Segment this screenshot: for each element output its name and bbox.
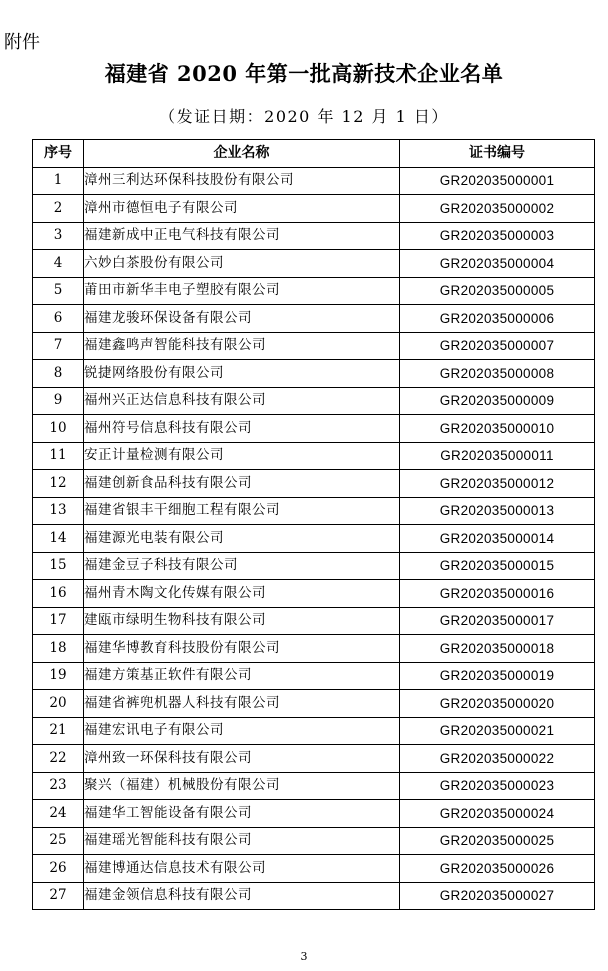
table-row (33, 580, 595, 608)
row-cert-number: GR202035000008 (400, 360, 595, 388)
row-seq: 17 (33, 607, 84, 635)
row-seq: 4 (33, 250, 84, 278)
row-seq: 22 (33, 745, 84, 773)
row-seq: 11 (33, 442, 84, 470)
row-seq: 1 (33, 167, 84, 195)
row-company-name: 福建新成中正电气科技有限公司 (84, 222, 400, 250)
table-row (33, 277, 595, 305)
row-seq: 21 (33, 717, 84, 745)
row-seq: 16 (33, 580, 84, 608)
row-company-name: 福州兴正达信息科技有限公司 (84, 387, 400, 415)
row-cert-number: GR202035000017 (400, 607, 595, 635)
row-seq: 20 (33, 690, 84, 718)
row-company-name: 福建创新食品科技有限公司 (84, 470, 400, 498)
row-cert-number: GR202035000015 (400, 552, 595, 580)
table-row (33, 305, 595, 333)
row-cert-number: GR202035000025 (400, 827, 595, 855)
page-number: 3 (300, 950, 308, 963)
row-seq: 12 (33, 470, 84, 498)
row-company-name: 建瓯市绿明生物科技有限公司 (84, 607, 400, 635)
row-cert-number: GR202035000024 (400, 800, 595, 828)
row-cert-number: GR202035000011 (400, 442, 595, 470)
row-cert-number: GR202035000016 (400, 580, 595, 608)
table-header-row (33, 140, 595, 168)
row-company-name: 福建金豆子科技有限公司 (84, 552, 400, 580)
table-row (33, 497, 595, 525)
table-row (33, 250, 595, 278)
row-cert-number: GR202035000001 (400, 167, 595, 195)
table-row (33, 800, 595, 828)
row-company-name: 福建省银丰干细胞工程有限公司 (84, 497, 400, 525)
row-seq: 27 (33, 882, 84, 910)
table-row (33, 552, 595, 580)
row-cert-number: GR202035000010 (400, 415, 595, 443)
row-company-name: 福建金领信息科技有限公司 (84, 882, 400, 910)
row-cert-number: GR202035000004 (400, 250, 595, 278)
table-row (33, 387, 595, 415)
row-cert-number: GR202035000003 (400, 222, 595, 250)
header-cert-number: 证书编号 (400, 140, 595, 168)
row-seq: 18 (33, 635, 84, 663)
row-company-name: 漳州市德恒电子有限公司 (84, 195, 400, 223)
row-company-name: 安正计量检测有限公司 (84, 442, 400, 470)
row-cert-number: GR202035000018 (400, 635, 595, 663)
row-company-name: 福建源光电装有限公司 (84, 525, 400, 553)
row-cert-number: GR202035000007 (400, 332, 595, 360)
table-row (33, 662, 595, 690)
row-company-name: 福建瑶光智能科技有限公司 (84, 827, 400, 855)
table-row (33, 717, 595, 745)
row-company-name: 漳州三利达环保科技股份有限公司 (84, 167, 400, 195)
table-row (33, 827, 595, 855)
row-cert-number: GR202035000026 (400, 855, 595, 883)
row-cert-number: GR202035000023 (400, 772, 595, 800)
row-cert-number: GR202035000002 (400, 195, 595, 223)
attachment-label: 附件 (4, 32, 40, 53)
row-cert-number: GR202035000005 (400, 277, 595, 305)
table-row (33, 772, 595, 800)
table-row (33, 360, 595, 388)
row-company-name: 福建博通达信息技术有限公司 (84, 855, 400, 883)
row-company-name: 漳州致一环保科技有限公司 (84, 745, 400, 773)
header-seq: 序号 (33, 140, 84, 168)
table-row (33, 332, 595, 360)
row-seq: 7 (33, 332, 84, 360)
row-company-name: 福建华博教育科技股份有限公司 (84, 635, 400, 663)
table-row (33, 855, 595, 883)
row-seq: 6 (33, 305, 84, 333)
table-row (33, 635, 595, 663)
table-row (33, 607, 595, 635)
row-seq: 9 (33, 387, 84, 415)
row-company-name: 福建鑫鸣声智能科技有限公司 (84, 332, 400, 360)
row-seq: 5 (33, 277, 84, 305)
row-company-name: 福建华工智能设备有限公司 (84, 800, 400, 828)
row-company-name: 莆田市新华丰电子塑胶有限公司 (84, 277, 400, 305)
row-cert-number: GR202035000012 (400, 470, 595, 498)
table-row (33, 690, 595, 718)
header-company-name: 企业名称 (84, 140, 400, 168)
row-seq: 15 (33, 552, 84, 580)
table-row (33, 167, 595, 195)
table-row (33, 222, 595, 250)
row-company-name: 六妙白茶股份有限公司 (84, 250, 400, 278)
row-company-name: 福州青木陶文化传媒有限公司 (84, 580, 400, 608)
row-cert-number: GR202035000021 (400, 717, 595, 745)
table-row (33, 442, 595, 470)
row-seq: 23 (33, 772, 84, 800)
table-row (33, 525, 595, 553)
row-seq: 24 (33, 800, 84, 828)
row-company-name: 福建宏讯电子有限公司 (84, 717, 400, 745)
row-seq: 10 (33, 415, 84, 443)
row-seq: 13 (33, 497, 84, 525)
row-cert-number: GR202035000027 (400, 882, 595, 910)
row-cert-number: GR202035000022 (400, 745, 595, 773)
row-seq: 8 (33, 360, 84, 388)
row-company-name: 福建龙骏环保设备有限公司 (84, 305, 400, 333)
row-company-name: 福州符号信息科技有限公司 (84, 415, 400, 443)
row-company-name: 聚兴（福建）机械股份有限公司 (84, 772, 400, 800)
row-company-name: 锐捷网络股份有限公司 (84, 360, 400, 388)
row-cert-number: GR202035000009 (400, 387, 595, 415)
row-cert-number: GR202035000013 (400, 497, 595, 525)
page-title: 福建省 2020 年第一批高新技术企业名单 (104, 61, 504, 86)
row-seq: 26 (33, 855, 84, 883)
table-row (33, 745, 595, 773)
row-seq: 19 (33, 662, 84, 690)
row-seq: 25 (33, 827, 84, 855)
enterprise-table (32, 139, 595, 910)
row-seq: 2 (33, 195, 84, 223)
table-row (33, 470, 595, 498)
table-row (33, 882, 595, 910)
row-company-name: 福建方策基正软件有限公司 (84, 662, 400, 690)
row-cert-number: GR202035000020 (400, 690, 595, 718)
table-row (33, 195, 595, 223)
row-seq: 3 (33, 222, 84, 250)
row-cert-number: GR202035000014 (400, 525, 595, 553)
table-row (33, 415, 595, 443)
issue-date-subtitle: （发证日期：2020 年 12 月 1 日） (159, 107, 449, 126)
row-company-name: 福建省裤兜机器人科技有限公司 (84, 690, 400, 718)
row-seq: 14 (33, 525, 84, 553)
table-body (33, 167, 595, 910)
row-cert-number: GR202035000019 (400, 662, 595, 690)
row-cert-number: GR202035000006 (400, 305, 595, 333)
